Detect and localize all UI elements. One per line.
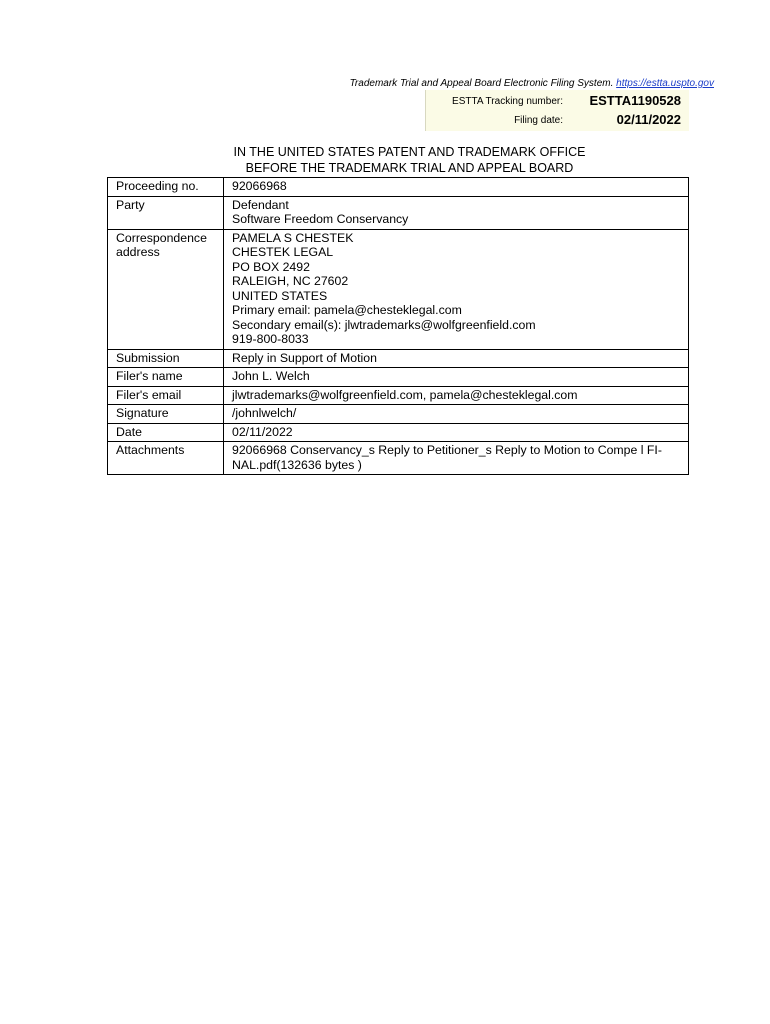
correspondence-label-line: Correspondence: [116, 230, 207, 245]
party-label: Party: [108, 196, 224, 229]
correspondence-label-line: address: [116, 245, 160, 259]
date-label: Date: [108, 423, 224, 442]
tracking-row: [426, 91, 689, 111]
primary-email: Primary email: pamela@chesteklegal.com: [232, 303, 462, 317]
page-title-line-1: IN THE UNITED STATES PATENT AND TRADEMARK OFFICE: [233, 145, 586, 159]
proceeding-value: 92066968: [224, 178, 689, 197]
table-row-party: [108, 196, 689, 229]
attachments-value: [224, 442, 689, 475]
page-title-line-2: BEFORE THE TRADEMARK TRIAL AND APPEAL BOARD: [245, 161, 574, 175]
filing-table: [107, 177, 689, 475]
tracking-label: ESTTA Tracking number:: [452, 96, 563, 107]
proceeding-label: Proceeding no.: [108, 178, 224, 197]
filing-system-line: [300, 78, 714, 89]
party-line: Software Freedom Conservancy: [232, 212, 409, 226]
party-value: [224, 196, 689, 229]
filers-email-value: jlwtrademarks@wolfgreenfield.com, pamela@chesteklegal.com: [224, 386, 689, 405]
table-row-date: [108, 423, 689, 442]
filing-date-value: 02/11/2022: [616, 112, 681, 127]
address-line: PO BOX 2492: [232, 259, 310, 274]
attachment-line: 92066968 Conservancy_s Reply to Petitioner_s Reply to Motion to Compe l FI-: [232, 443, 662, 457]
correspondence-value: [224, 229, 689, 349]
submission-value: Reply in Support of Motion: [224, 349, 689, 368]
address-line: CHESTEK LEGAL: [232, 245, 334, 259]
estta-link[interactable]: https://estta.uspto.gov: [616, 78, 714, 89]
filers-name-value: John L. Welch: [224, 368, 689, 387]
secondary-email: Secondary email(s): jlwtrademarks@wolfgreenfield.com: [232, 317, 536, 332]
correspondence-label: [108, 229, 224, 349]
date-value: 02/11/2022: [224, 423, 689, 442]
phone-number: 919-800-8033: [232, 332, 309, 346]
filing-system-text: Trademark Trial and Appeal Board Electronic Filing System.: [349, 78, 614, 89]
filers-name-label: Filer's name: [108, 368, 224, 387]
attachments-label: Attachments: [108, 442, 224, 475]
table-row-attachments: [108, 442, 689, 475]
tracking-number: ESTTA1190528: [589, 93, 681, 108]
submission-label: Submission: [108, 349, 224, 368]
signature-label: Signature: [108, 405, 224, 424]
tracking-box: [425, 90, 689, 131]
table-row-signature: [108, 405, 689, 424]
table-row-submission: [108, 349, 689, 368]
address-line: UNITED STATES: [232, 288, 328, 303]
signature-value: /johnlwelch/: [224, 405, 689, 424]
table-row-correspondence: [108, 229, 689, 349]
address-line: PAMELA S CHESTEK: [232, 230, 354, 245]
table-row-filers-name: [108, 368, 689, 387]
table-row-proceeding: [108, 178, 689, 197]
party-line: Defendant: [232, 197, 289, 212]
attachment-line: NAL.pdf(132636 bytes ): [232, 457, 362, 472]
table-row-filers-email: [108, 386, 689, 405]
address-line: RALEIGH, NC 27602: [232, 274, 349, 288]
filers-email-label: Filer's email: [108, 386, 224, 405]
filing-date-label: Filing date:: [514, 115, 563, 126]
filing-date-row: [426, 110, 689, 130]
